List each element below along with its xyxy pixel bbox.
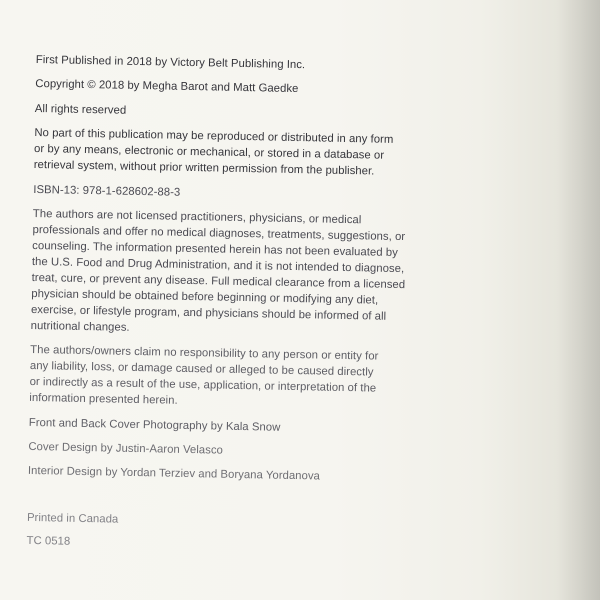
liability-disclaimer-line: The authors/owners claim no responsibility to any person or entity for	[30, 343, 379, 363]
medical-disclaimer-line: physician should be obtained before beginning or modifying any diet,	[31, 287, 379, 307]
first-published-line: First Published in 2018 by Victory Belt Publishing Inc.	[35, 53, 306, 72]
printed-in-line: Printed in Canada	[26, 511, 119, 526]
interior-design-credit: Interior Design by Yordan Terziev and Boryana Yordanova	[27, 464, 321, 483]
medical-disclaimer-line: treat, cure, or prevent any disease. Full medical clearance from a licensed	[31, 271, 406, 292]
cover-design-credit: Cover Design by Justin-Aaron Velasco	[28, 440, 224, 457]
print-code-line: TC 0518	[26, 534, 71, 548]
page-edge-shadow	[556, 0, 600, 600]
rights-line: All rights reserved	[34, 102, 127, 117]
reproduction-notice-line: No part of this publication may be reproduced or distributed in any form	[34, 126, 394, 146]
reproduction-notice-line: retrieval system, without prior written permission from the publisher.	[33, 158, 375, 178]
medical-disclaimer-line: exercise, or lifestyle program, and physicians should be informed of all	[30, 303, 387, 323]
isbn-line: ISBN-13: 978-1-628602-88-3	[33, 183, 181, 199]
medical-disclaimer-line: nutritional changes.	[30, 319, 130, 334]
medical-disclaimer-line: the U.S. Food and Drug Administration, and it is not intended to diagnose,	[31, 255, 405, 276]
reproduction-notice-line: or by any means, electronic or mechanical, or stored in a database or	[33, 142, 385, 162]
medical-disclaimer-line: counseling. The information presented herein has not been evaluated by	[32, 239, 398, 259]
liability-disclaimer-line: any liability, loss, or damage caused or alleged to be caused directly	[29, 359, 374, 379]
cover-photography-credit: Front and Back Cover Photography by Kala Snow	[28, 416, 281, 434]
copyright-line: Copyright © 2018 by Megha Barot and Matt Gaedke	[35, 77, 299, 96]
medical-disclaimer-line: The authors are not licensed practitioners, physicians, or medical	[32, 207, 362, 227]
liability-disclaimer-line: information presented herein.	[29, 391, 178, 407]
liability-disclaimer-line: or indirectly as a result of the use, application, or interpretation of the	[29, 375, 377, 395]
medical-disclaimer-line: professionals and offer no medical diagnoses, treatments, suggestions, or	[32, 223, 406, 244]
